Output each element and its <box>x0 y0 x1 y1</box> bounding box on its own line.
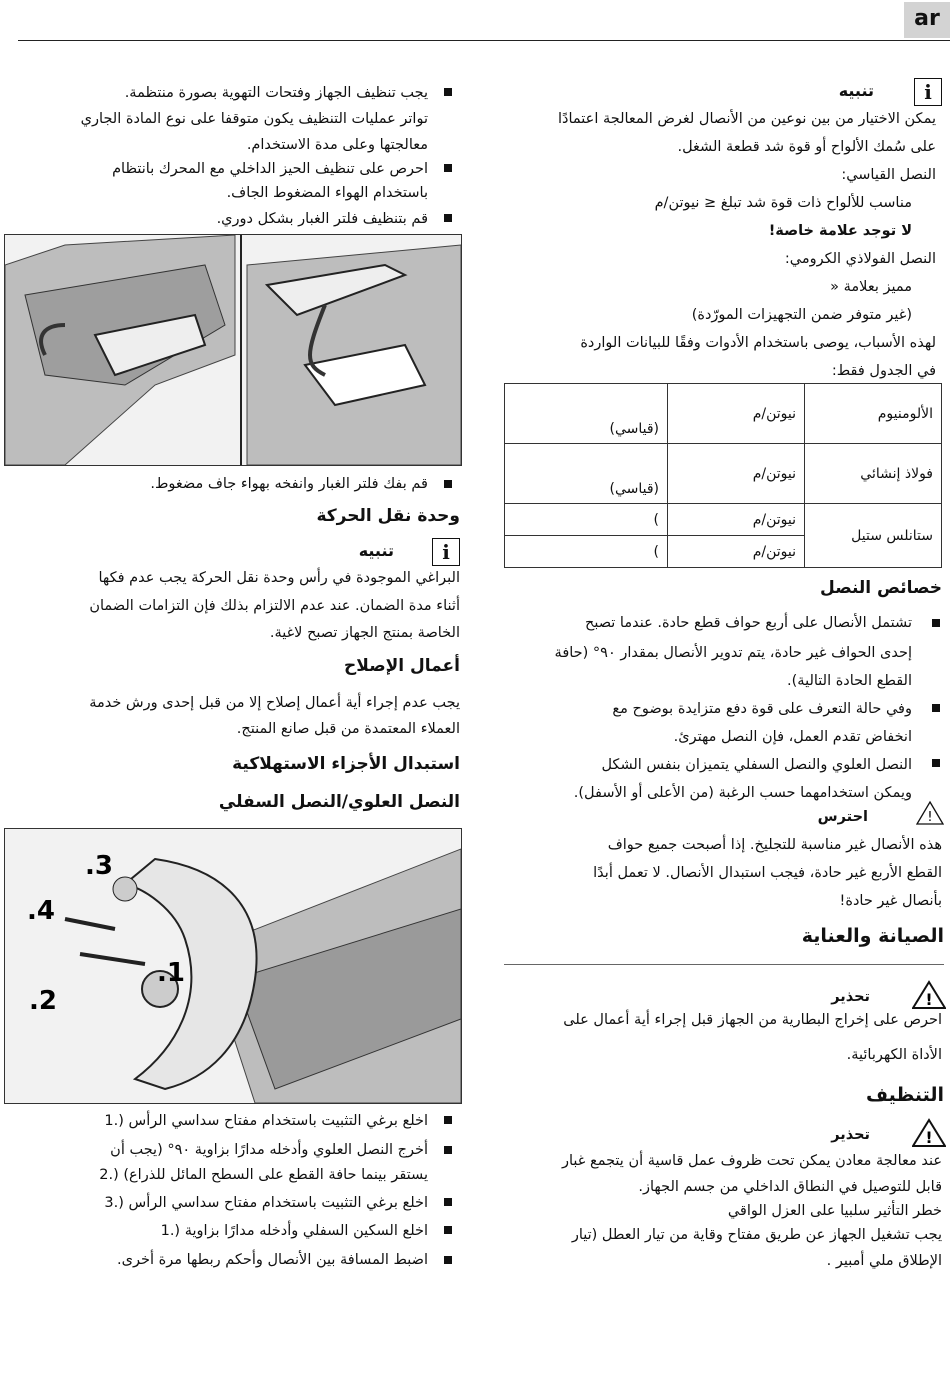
step-item: يستقر بينما حافة القطع على السطح المائل للذراع) (.2 <box>99 1167 428 1183</box>
section-heading: النصل العلوي/النصل السفلي <box>218 792 460 812</box>
note-text: على سُمك الألواح أو قوة شد قطعة الشغل. <box>677 139 936 155</box>
svg-text:!: ! <box>927 810 933 825</box>
blade-table <box>504 383 942 568</box>
bullet <box>932 619 940 627</box>
list-item: القطع الحادة التالية). <box>787 673 912 689</box>
section-heading: الصيانة والعناية <box>801 925 944 947</box>
step-item: أخرج النصل العلوي وأدخله مدارًا بزاوية ٩٠° (يجب أن <box>110 1142 428 1158</box>
warning-text: يجب تشغيل الجهاز عن طريق مفتاح وقاية من تيار العطل (تيار <box>571 1227 942 1243</box>
section-heading: أعمال الإصلاح <box>344 656 460 676</box>
step-item: اضبط المسافة بين الأنصال وأحكم ربطها مرة أخرى. <box>117 1252 428 1268</box>
list-item: ويمكن استخدامهما حسب الرغبة (من الأعلى أو الأسفل). <box>573 785 912 801</box>
list-item: تشتمل الأنصال على أربع حواف قطع حادة. عندما تصبح <box>584 615 912 631</box>
table-cell: الألومنيوم <box>805 384 942 444</box>
note-text: البراغي الموجودة في رأس وحدة نقل الحركة يجب عدم فكها <box>98 570 460 586</box>
chrome-blade-text: (غير متوفر ضمن التجهيزات المورّدة) <box>691 307 912 323</box>
table-cell: نيوتن/م <box>668 444 805 504</box>
bullet <box>932 704 940 712</box>
step-label: 3. <box>85 851 113 881</box>
warning-icon <box>912 980 946 1010</box>
list-item: قم بفك فلتر الغبار وانفخه بهواء جاف مضغوط. <box>150 476 428 492</box>
caution-icon <box>916 800 944 826</box>
table-cell: نيوتن/م <box>668 384 805 444</box>
chrome-blade-text: مميز بعلامة « <box>830 279 912 295</box>
info-icon: i <box>914 78 942 106</box>
dust-filter-illustration <box>4 234 462 466</box>
reasons-text: لهذه الأسباب، يوصى باستخدام الأدوات وفقًا للبيانات الواردة <box>580 335 936 351</box>
list-item: معالجتها وعلى مدة الاستخدام. <box>246 137 428 153</box>
note-text: أثناء مدة الضمان. عند عدم الالتزام بذلك فإن التزامات الضمان <box>89 598 460 614</box>
chrome-blade-label: النصل الفولاذي الكرومي: <box>784 251 936 267</box>
section-heading: التنظيف <box>865 1084 944 1106</box>
note-title: تنبيه <box>838 81 874 100</box>
bullet <box>444 88 452 96</box>
warning-title: تحذير <box>831 1127 870 1143</box>
svg-text:!: ! <box>925 1128 933 1147</box>
step-item: اخلع برغي التثبيت باستخدام مفتاح سداسي الرأس (.3 <box>104 1195 428 1211</box>
std-blade-label: النصل القياسي: <box>841 167 936 183</box>
warning-text: قابل للتوصيل في النطاق الداخلي من جسم الجهاز. <box>638 1179 942 1195</box>
bullet <box>444 480 452 488</box>
warning-text: الإطلاق ملي أمبير . <box>826 1253 942 1269</box>
section-heading: خصائص النصل <box>820 578 942 598</box>
table-cell: ) <box>505 536 668 568</box>
step-label: 2. <box>29 986 57 1016</box>
table-row <box>505 504 942 536</box>
list-item: يجب تنظيف الجهاز وفتحات التهوية بصورة منتظمة. <box>124 85 428 101</box>
section-heading: استبدال الأجزاء الاستهلاكية <box>232 754 460 774</box>
bullet <box>932 759 940 767</box>
table-cell: (قياسي) <box>505 384 668 444</box>
bullet <box>444 1256 452 1264</box>
step-label: 4. <box>27 896 55 926</box>
table-row <box>505 384 942 444</box>
caution-text: بأنصال غير حادة! <box>839 893 942 909</box>
table-cell: نيوتن/م <box>668 504 805 536</box>
list-item: إحدى الحواف غير حادة، يتم تدوير الأنصال بمقدار ٩٠° (حافة <box>554 645 912 661</box>
body-text: يجب عدم إجراء أية أعمال إصلاح إلا من قبل إحدى ورش خدمة <box>89 695 460 711</box>
warning-title: تحذير <box>831 989 870 1005</box>
reasons-text: في الجدول فقط: <box>831 363 936 379</box>
warning-icon <box>912 1118 946 1148</box>
svg-text:!: ! <box>925 990 933 1009</box>
list-item: النصل العلوي والنصل السفلي يتميزان بنفس الشكل <box>601 757 912 773</box>
language-tab: ar <box>904 2 950 38</box>
bullet <box>444 214 452 222</box>
note-text: الخاصة بمنتج الجهاز تصبح لاغية. <box>269 625 460 641</box>
list-item: باستخدام الهواء المضغوط الجاف. <box>226 185 428 201</box>
list-item: احرص على تنظيف الحيز الداخلي مع المحرك بانتظام <box>112 161 428 177</box>
bullet <box>444 1116 452 1124</box>
note-text: يمكن الاختيار من بين نوعين من الأنصال لغرض المعالجة اعتمادًا <box>558 111 936 127</box>
warning-text: عند معالجة معادن يمكن تحت ظروف عمل قاسية أن يتجمع غبار <box>561 1153 942 1169</box>
section-heading: وحدة نقل الحركة <box>316 506 460 526</box>
table-cell: فولاذ إنشائي <box>805 444 942 504</box>
note-title: تنبيه <box>358 541 394 560</box>
body-text: العملاء المعتمدة من قبل صانع المنتج. <box>236 721 460 737</box>
warning-text: احرص على إخراج البطارية من الجهاز قبل إجراء أية أعمال على <box>563 1012 942 1028</box>
table-row <box>505 444 942 504</box>
bullet <box>444 1198 452 1206</box>
header-rule <box>18 40 950 41</box>
bullet <box>444 164 452 172</box>
bullet <box>444 1146 452 1154</box>
std-blade-text: لا توجد علامة خاصة! <box>768 223 912 239</box>
caution-text: القطع الأربع غير حادة، فيجب استبدال الأنصال. لا تعمل أبدًا <box>593 865 942 881</box>
blade-replacement-illustration <box>4 828 462 1104</box>
step-label: 1. <box>157 958 185 988</box>
warning-text: خطر التأثير سلبيا على العزل الواقي <box>727 1203 942 1219</box>
table-cell: ) <box>505 504 668 536</box>
list-item: وفي حالة التعرف على قوة دفع متزايدة بوضوح مع <box>612 701 912 717</box>
step-item: اخلع السكين السفلي وأدخله مدارًا بزاوية (.1 <box>160 1223 428 1239</box>
caution-title: احترس <box>817 809 868 825</box>
std-blade-text: مناسب للألواح ذات قوة شد تبلغ ≤ نيوتن/م <box>654 195 912 211</box>
step-item: اخلع برغي التثبيت باستخدام مفتاح سداسي الرأس (.1 <box>104 1113 428 1129</box>
warning-text: الأداة الكهربائية. <box>846 1047 942 1063</box>
list-item: قم بتنظيف فلتر الغبار بشكل دوري. <box>216 211 428 227</box>
table-cell: (قياسي) <box>505 444 668 504</box>
list-item: انخفاض تقدم العمل، فإن النصل مهترئ. <box>673 729 912 745</box>
divider <box>504 964 944 965</box>
caution-text: هذه الأنصال غير مناسبة للتجليخ. إذا أصبحت جميع حواف <box>607 837 942 853</box>
bullet <box>444 1226 452 1234</box>
table-cell: نيوتن/م <box>668 536 805 568</box>
info-icon: i <box>432 538 460 566</box>
table-cell: ستانلس ستيل <box>805 504 942 568</box>
list-item: تواتر عمليات التنظيف يكون متوقفا على نوع المادة الجاري <box>80 111 428 127</box>
